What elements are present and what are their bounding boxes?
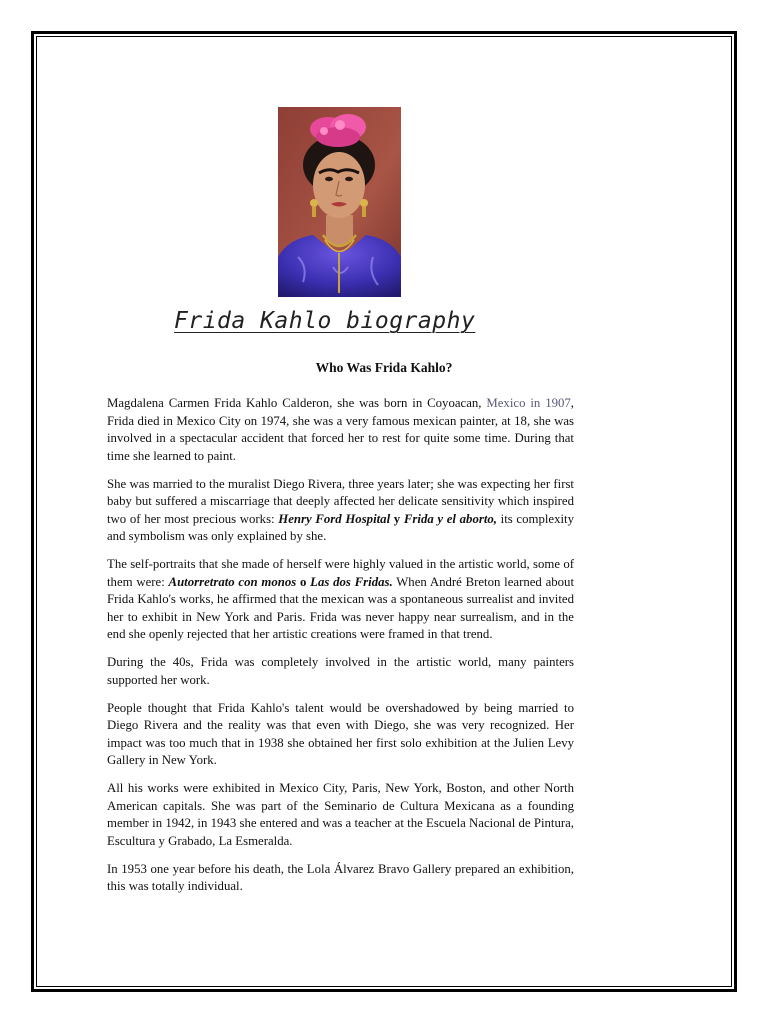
work-title: Autorretrato con monos <box>168 574 297 589</box>
work-title: Las dos Fridas. <box>310 574 393 589</box>
document-title: Frida Kahlo biography <box>174 308 476 334</box>
paragraph-40s: During the 40s, Frida was completely involved in the artistic world, many painters supported her work. <box>107 655 574 687</box>
paragraph-1953: In 1953 one year before his death, the Lola Álvarez Bravo Gallery prepared an exhibition, this was totally individual. <box>107 861 574 893</box>
paragraph-text: its complexity and symbolism was only explained by she. <box>107 511 574 543</box>
paragraph-self-portraits <box>107 556 574 644</box>
paragraph-text: Magdalena Carmen Frida Kahlo Calderon, she was born in Coyoacan, <box>107 396 487 410</box>
paragraph-text: , Frida died in Mexico City on 1974, she was a very famous mexican painter, at 18, she was involved in a spectacular accident that forced her to rest for quite some time. During that time she learned to paint. <box>107 396 574 463</box>
section-heading: Who Was Frida Kahlo? <box>315 360 453 375</box>
paragraph-text: The self-portraits that she made of herself were highly valued in the artistic world, some of them were: <box>107 557 574 589</box>
biography-body <box>107 395 574 906</box>
paragraph-marriage <box>107 476 574 546</box>
work-title: Frida y el aborto, <box>403 511 497 526</box>
paragraph-birth <box>107 395 574 465</box>
mexico-link[interactable]: Mexico in 1907 <box>486 396 571 410</box>
paragraph-text: When André Breton learned about Frida Kahlo's works, he affirmed that the mexican was a spontaneous surrealist and invited her to exhibit in New York and Paris. Frida was never happy near surrealism, and in the end she openly rejected that her artistic creations were framed in that trend. <box>107 574 575 641</box>
work-title: Henry Ford Hospital <box>278 511 391 526</box>
portrait-image <box>278 107 401 297</box>
paragraph-recognition: People thought that Frida Kahlo's talent would be overshadowed by being married to Diego Rivera and the reality was that even with Diego, she was very recognized. Her impact was too much that in 1938 she obtained her first solo exhibition at the Julien Levy Gallery in New York. <box>107 700 574 767</box>
conjunction: y <box>390 511 404 526</box>
paragraph-exhibitions: All his works were exhibited in Mexico City, Paris, New York, Boston, and other North American capitals. She was part of the Seminario de Cultura Mexicana as a founding member in 1942, in 1943 she entered and was a teacher at the Escuela Nacional de Pintura, Escultura y Grabado, La Esmeralda. <box>107 781 574 848</box>
paragraph-text: She was married to the muralist Diego Rivera, three years later; she was expecting her first baby but suffered a miscarriage that deeply affected her delicate sensitivity which inspired two of her most precious works: <box>107 476 574 526</box>
frida-kahlo-portrait <box>278 107 401 297</box>
conjunction: o <box>296 574 311 589</box>
